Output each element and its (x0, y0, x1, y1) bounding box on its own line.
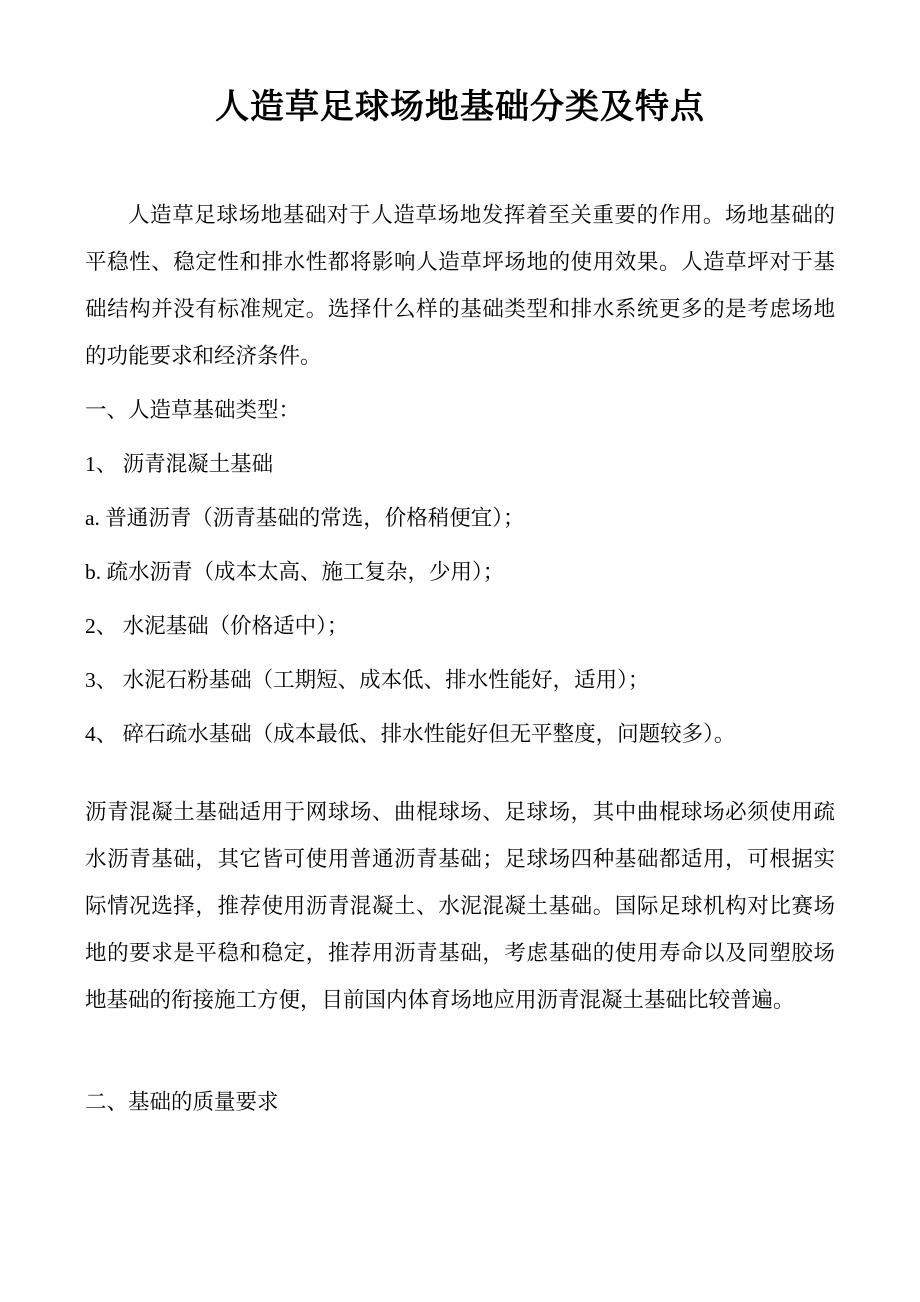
section-heading-foundation-types: 一、人造草基础类型： (85, 397, 301, 422)
document-title: 人造草足球场地基础分类及特点 (215, 89, 705, 126)
section-heading-quality-requirements: 二、基础的质量要求 (85, 1089, 279, 1114)
discussion-paragraph: 沥青混凝土基础适用于网球场、曲棍球场、足球场，其中曲棍球场必须使用疏水沥青基础，其它皆可使用普通沥青基础；足球场四种基础都适用，可根据实际情况选择，推荐使用沥青混凝土、水泥混凝土基础。国际足球机构对比赛场地的要求是平稳和稳定，推荐用沥青基础，考虑基础的使用寿命以及同塑胶场地基础的衔接施工方便，目前国内体育场地应用沥青混凝土基础比较普遍。 (85, 799, 835, 1012)
list-item-b-drainage-asphalt: b. 疏水沥青（成本太高、施工复杂，少用）； (85, 559, 505, 584)
list-item-1-asphalt-concrete: 1、 沥青混凝土基础 (85, 451, 274, 476)
list-item-4-crushed-stone-drainage: 4、 碎石疏水基础（成本最低、排水性能好但无平整度，问题较多）。 (85, 721, 736, 746)
list-item-a-ordinary-asphalt: a. 普通沥青（沥青基础的常选，价格稍便宜）； (85, 505, 525, 530)
list-item-2-cement: 2、 水泥基础（价格适中）； (85, 613, 349, 638)
intro-paragraph: 人造草足球场地基础对于人造草场地发挥着至关重要的作用。场地基础的平稳性、稳定性和排水性都将影响人造草坪场地的使用效果。人造草坪对于基础结构并没有标准规定。选择什么样的基础类型和排水系统更多的是考虑场地的功能要求和经济条件。 (85, 202, 835, 368)
list-item-3-cement-stone-powder: 3、 水泥石粉基础（工期短、成本低、排水性能好，适用）； (85, 667, 650, 692)
